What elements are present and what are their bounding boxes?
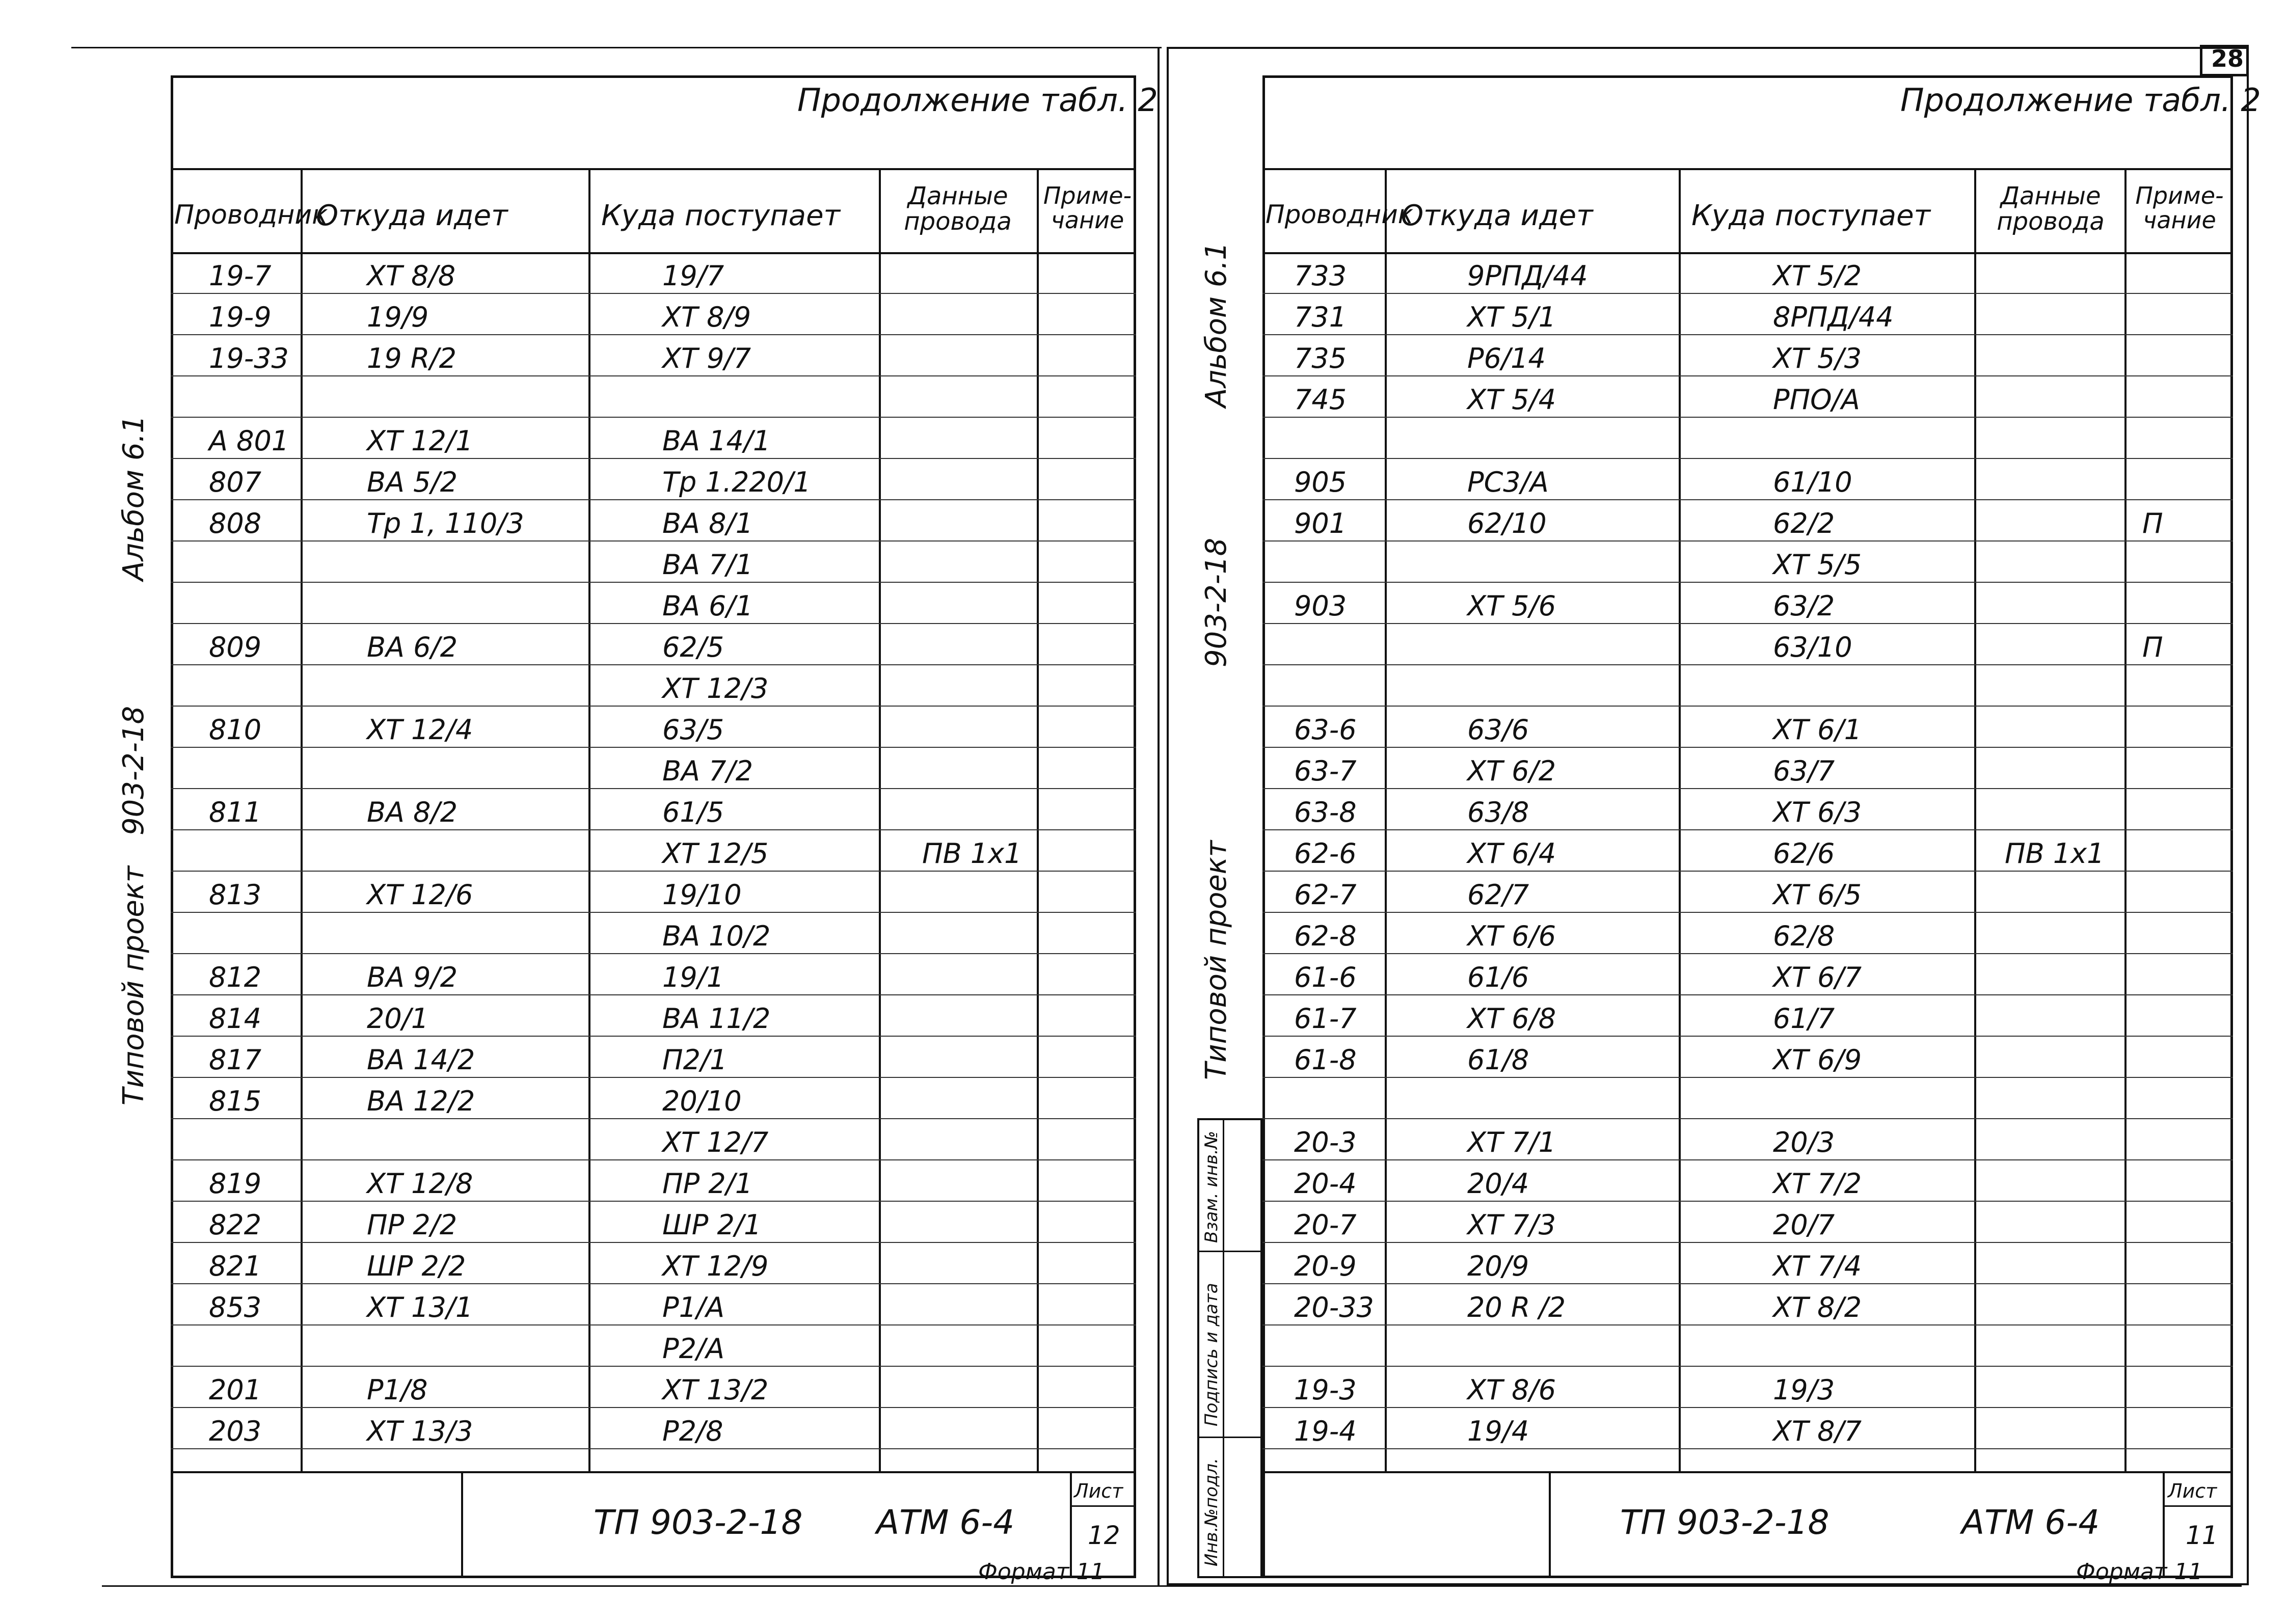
left-col-sep-3 [879,168,881,1472]
table-row-rule [171,912,1136,913]
table-cell-wire: 808 [209,507,262,539]
table-row-rule [1262,1448,2233,1449]
table-cell-to: XT 6/7 [1773,961,1862,993]
right-col-sep-4 [2124,168,2127,1472]
table-row-rule [1262,953,2233,954]
table-cell-to: XT 9/7 [662,342,751,374]
table-cell-to: 61/10 [1773,466,1852,498]
table-cell-wire: 61-7 [1294,1003,1357,1035]
table-row-rule [1262,1407,2233,1408]
table-cell-wire: 61-6 [1294,961,1357,993]
table-row-rule [1262,1036,2233,1037]
bottom-rule [102,1585,2242,1587]
left-sheet-frame [171,75,1136,1578]
table-cell-from: BA 9/2 [367,961,458,993]
table-cell-to: 61/5 [662,796,724,828]
table-cell-wire: 809 [209,631,262,663]
table-cell-from: XT 7/1 [1467,1126,1556,1158]
right-col-sep-1 [1385,168,1387,1472]
table-cell-to: BA 7/2 [662,755,754,787]
left-table-bottom [171,1471,1136,1473]
table-cell-to: 8РПД/44 [1773,301,1894,333]
table-cell-from: XT 8/6 [1467,1374,1556,1406]
top-rule [71,47,1162,48]
table-cell-wire: A 801 [209,425,289,457]
table-row-rule [171,706,1136,707]
table-row-rule [171,953,1136,954]
table-cell-from: 19/9 [367,301,429,333]
table-cell-from: XT 12/6 [367,879,473,911]
table-cell-to: XT 8/9 [662,301,751,333]
table-cell-to: 20/3 [1773,1126,1835,1158]
table-cell-wire: 19-3 [1294,1374,1357,1406]
left-header-from: Откуда идет [316,199,508,232]
left-sheet-label: Лист [1074,1480,1123,1502]
left-stamp-album: АТМ 6-4 [876,1503,1015,1542]
table-row-rule [171,871,1136,872]
table-cell-from: 20/1 [367,1003,429,1035]
table-row-rule [171,1242,1136,1243]
table-cell-from: 9РПД/44 [1467,260,1588,292]
table-cell-wire: 821 [209,1250,262,1282]
table-cell-wire: 62-6 [1294,837,1357,870]
side-stamp-div-2 [1197,1437,1262,1438]
table-row-rule [171,829,1136,830]
table-cell-wire: 62-8 [1294,920,1357,952]
table-cell-wire: 20-7 [1294,1209,1357,1241]
table-row-rule [171,334,1136,335]
table-cell-from: Р6/14 [1467,342,1546,374]
table-cell-wire: 819 [209,1168,262,1200]
table-cell-wire: 201 [209,1374,262,1406]
right-header-top [1262,168,2233,170]
side-label-inv: Инв.№подл. [1201,1458,1222,1566]
table-row-rule [171,747,1136,748]
table-row-rule [1262,1283,2233,1284]
table-cell-to: 62/8 [1773,920,1835,952]
right-continuation-title: Продолжение табл. 2 [1900,82,2261,119]
table-row-rule [171,1448,1136,1449]
right-header-from: Откуда идет [1401,199,1593,232]
table-cell-wire: 817 [209,1044,262,1076]
table-row-rule [171,1159,1136,1160]
table-cell-to: 63/2 [1773,590,1835,622]
table-cell-note: П [2142,631,2163,663]
table-cell-wire: 203 [209,1415,262,1447]
table-cell-from: 19/4 [1467,1415,1529,1447]
table-cell-wire: 19-4 [1294,1415,1357,1447]
table-row-rule [171,1036,1136,1037]
table-cell-from: XT 12/4 [367,714,473,746]
table-cell-from: РС3/А [1467,466,1549,498]
table-cell-to: P1/A [662,1291,725,1323]
table-cell-to: XT 12/7 [662,1126,769,1158]
table-cell-wire: 853 [209,1291,262,1323]
table-cell-to: XT 6/9 [1773,1044,1862,1076]
right-header-bottom [1262,252,2233,254]
left-side-project-no: 903-2-18 [117,706,150,835]
table-cell-wire: 733 [1294,260,1347,292]
table-cell-from: XT 5/6 [1467,590,1556,622]
table-row-rule [1262,747,2233,748]
left-header-note: Приме-чание [1043,182,1132,234]
side-label-sign: Подпись и дата [1201,1283,1222,1426]
table-cell-wire: 822 [209,1209,262,1241]
table-cell-to: 61/7 [1773,1003,1835,1035]
table-cell-from: XT 5/4 [1467,384,1556,416]
table-row-rule [1262,458,2233,459]
table-cell-to: XT 12/9 [662,1250,769,1282]
table-cell-to: Tp 1.220/1 [662,466,811,498]
table-cell-wire: 20-4 [1294,1168,1357,1200]
table-cell-wire: 63-6 [1294,714,1357,746]
table-cell-from: BA 12/2 [367,1085,475,1117]
table-cell-wire: 19-7 [209,260,272,292]
table-cell-to: XT 8/7 [1773,1415,1862,1447]
table-row-rule [171,1283,1136,1284]
table-row-rule [1262,499,2233,500]
table-cell-data: ПВ 1х1 [2005,837,2105,870]
table-cell-from: XT 13/3 [367,1415,473,1447]
table-row-rule [171,293,1136,294]
table-row-rule [171,1118,1136,1119]
table-cell-to: XT 5/2 [1773,260,1862,292]
table-cell-to: 63/10 [1773,631,1852,663]
table-cell-wire: 905 [1294,466,1347,498]
table-cell-to: XT 7/2 [1773,1168,1862,1200]
right-stamp-sheet-line [2163,1505,2233,1507]
table-row-rule [171,458,1136,459]
table-cell-to: BA 11/2 [662,1003,771,1035]
table-cell-from: XT 13/1 [367,1291,473,1323]
table-cell-to: BA 7/1 [662,549,754,581]
table-cell-from: BA 8/2 [367,796,458,828]
side-label-replace: Взам. инв.№ [1201,1130,1222,1243]
table-cell-from: Tp 1, 110/3 [367,507,524,539]
right-side-project-no: 903-2-18 [1200,537,1233,667]
table-cell-from: ПР 2/2 [367,1209,458,1241]
left-continuation-title: Продолжение табл. 2 [797,82,1158,119]
right-header-data: Данные провода [1997,182,2105,236]
table-row-rule [1262,375,2233,376]
table-cell-to: 62/2 [1773,507,1835,539]
table-row-rule [1262,540,2233,542]
table-row-rule [1262,664,2233,665]
table-cell-from: P1/8 [367,1374,428,1406]
table-cell-from: 61/6 [1467,961,1529,993]
table-cell-to: 19/1 [662,961,724,993]
right-stamp-album: АТМ 6-4 [1961,1503,2100,1542]
table-row-rule [1262,1118,2233,1119]
table-cell-from: 63/8 [1467,796,1529,828]
table-cell-wire: 745 [1294,384,1347,416]
table-cell-from: XT 6/4 [1467,837,1556,870]
table-cell-wire: 811 [209,796,262,828]
table-cell-to: ПР 2/1 [662,1168,753,1200]
table-cell-to: 19/3 [1773,1374,1835,1406]
table-row-rule [171,664,1136,665]
side-stamp-inner [1223,1118,1224,1578]
table-cell-from: BA 6/2 [367,631,458,663]
table-row-rule [1262,293,2233,294]
table-row-rule [171,375,1136,376]
left-header-bottom [171,252,1136,254]
table-cell-to: P2/8 [662,1415,723,1447]
table-cell-wire: 815 [209,1085,262,1117]
table-cell-from: XT 7/3 [1467,1209,1556,1241]
table-cell-to: XT 12/5 [662,837,769,870]
table-row-rule [1262,1242,2233,1243]
fold-line [1158,47,1160,1585]
table-cell-to: 62/5 [662,631,724,663]
left-side-album: Альбом 6.1 [117,415,150,581]
table-row-rule [171,540,1136,542]
table-cell-from: XT 5/1 [1467,301,1556,333]
table-cell-wire: 63-8 [1294,796,1357,828]
table-row-rule [1262,871,2233,872]
left-stamp-sheet-line [1070,1505,1136,1507]
left-sheet-number: 12 [1088,1521,1120,1550]
table-cell-wire: 731 [1294,301,1347,333]
table-cell-wire: 63-7 [1294,755,1357,787]
table-cell-from: 20/4 [1467,1168,1529,1200]
table-cell-wire: 19-33 [209,342,289,374]
table-cell-wire: 903 [1294,590,1347,622]
table-cell-from: 19 R/2 [367,342,456,374]
table-row-rule [1262,1324,2233,1325]
table-cell-to: XT 5/5 [1773,549,1862,581]
table-cell-to: XT 8/2 [1773,1291,1862,1323]
table-cell-from: XT 6/2 [1467,755,1556,787]
table-cell-from: 61/8 [1467,1044,1529,1076]
left-stamp-sep-1 [461,1471,463,1578]
table-cell-to: РПО/А [1773,384,1860,416]
table-cell-to: П2/1 [662,1044,728,1076]
table-cell-to: 62/6 [1773,837,1835,870]
table-row-rule [1262,1366,2233,1367]
table-cell-wire: 20-9 [1294,1250,1357,1282]
table-cell-to: 63/7 [1773,755,1835,787]
table-cell-to: XT 13/2 [662,1374,769,1406]
table-cell-from: XT 12/8 [367,1168,473,1200]
left-format: Формат 11 [978,1559,1105,1585]
right-side-album: Альбом 6.1 [1200,241,1233,408]
table-cell-from: XT 6/8 [1467,1003,1556,1035]
left-stamp-code: ТП 903-2-18 [594,1503,803,1542]
right-header-to: Куда поступает [1691,199,1931,232]
table-cell-wire: 901 [1294,507,1347,539]
table-cell-wire: 62-7 [1294,879,1357,911]
table-cell-to: 19/10 [662,879,742,911]
table-cell-wire: 810 [209,714,262,746]
table-cell-note: П [2142,507,2163,539]
table-cell-wire: 19-9 [209,301,272,333]
table-cell-to: 20/7 [1773,1209,1835,1241]
table-cell-wire: 735 [1294,342,1347,374]
table-cell-from: 62/10 [1467,507,1547,539]
left-col-sep-2 [588,168,590,1472]
table-cell-to: 20/10 [662,1085,742,1117]
right-sheet-number: 11 [2186,1521,2218,1550]
table-cell-to: XT 6/1 [1773,714,1862,746]
table-cell-to: XT 12/3 [662,672,769,705]
side-stamp-div-1 [1197,1251,1262,1252]
table-cell-to: XT 6/5 [1773,879,1862,911]
page-number: 28 [2211,45,2244,72]
table-cell-to: 19/7 [662,260,724,292]
table-row-rule [1262,417,2233,418]
table-row-rule [1262,623,2233,624]
table-cell-wire: 814 [209,1003,262,1035]
table-cell-wire: 812 [209,961,262,993]
left-col-sep-4 [1037,168,1039,1472]
table-row-rule [171,499,1136,500]
table-row-rule [171,994,1136,995]
table-row-rule [171,788,1136,789]
table-cell-from: 62/7 [1467,879,1529,911]
table-row-rule [1262,582,2233,583]
right-header-note: Приме-чание [2135,182,2224,234]
left-col-sep-1 [301,168,303,1472]
table-row-rule [1262,706,2233,707]
left-header-data: Данные провода [904,182,1012,236]
table-row-rule [171,1324,1136,1325]
right-table-bottom [1262,1471,2233,1473]
right-header-wire: Проводник [1266,200,1413,229]
table-cell-to: ШР 2/1 [662,1209,762,1241]
table-cell-from: ШР 2/2 [367,1250,466,1282]
table-cell-from: XT 12/1 [367,425,473,457]
table-cell-wire: 20-3 [1294,1126,1357,1158]
table-row-rule [1262,994,2233,995]
table-row-rule [1262,912,2233,913]
left-side-project: Типовой проект [117,865,150,1105]
table-row-rule [1262,1201,2233,1202]
table-cell-to: BA 8/1 [662,507,754,539]
table-row-rule [171,623,1136,624]
right-stamp-sep-1 [1549,1471,1551,1578]
table-cell-to: 63/5 [662,714,724,746]
table-cell-to: BA 10/2 [662,920,771,952]
right-stamp-code: ТП 903-2-18 [1620,1503,1829,1542]
table-cell-from: XT 6/6 [1467,920,1556,952]
table-row-rule [171,1407,1136,1408]
right-col-sep-2 [1679,168,1681,1472]
table-row-rule [1262,788,2233,789]
table-cell-to: BA 6/1 [662,590,754,622]
right-side-project: Типовой проект [1200,840,1233,1080]
table-row-rule [171,417,1136,418]
table-cell-from: 20 R /2 [1467,1291,1566,1323]
table-row-rule [171,1366,1136,1367]
table-row-rule [1262,1159,2233,1160]
table-cell-from: XT 8/8 [367,260,456,292]
table-cell-to: XT 6/3 [1773,796,1862,828]
table-cell-to: P2/A [662,1333,725,1365]
right-sheet-label: Лист [2168,1480,2217,1502]
left-header-top [171,168,1136,170]
table-cell-from: 63/6 [1467,714,1529,746]
table-cell-to: XT 7/4 [1773,1250,1862,1282]
left-header-wire: Проводник [174,200,328,230]
table-row-rule [171,1077,1136,1078]
right-col-sep-3 [1974,168,1976,1472]
table-row-rule [1262,334,2233,335]
table-cell-from: BA 14/2 [367,1044,475,1076]
table-cell-wire: 20-33 [1294,1291,1374,1323]
right-format: Формат 11 [2076,1559,2203,1585]
left-header-to: Куда поступает [601,199,841,232]
table-cell-wire: 813 [209,879,262,911]
table-cell-wire: 61-8 [1294,1044,1357,1076]
table-row-rule [171,1201,1136,1202]
table-cell-wire: 807 [209,466,262,498]
table-row-rule [1262,1077,2233,1078]
table-cell-from: BA 5/2 [367,466,458,498]
table-row-rule [1262,829,2233,830]
table-cell-from: 20/9 [1467,1250,1529,1282]
table-cell-data: ПВ 1х1 [922,837,1022,870]
table-cell-to: BA 14/1 [662,425,771,457]
table-row-rule [171,582,1136,583]
table-cell-to: XT 5/3 [1773,342,1862,374]
